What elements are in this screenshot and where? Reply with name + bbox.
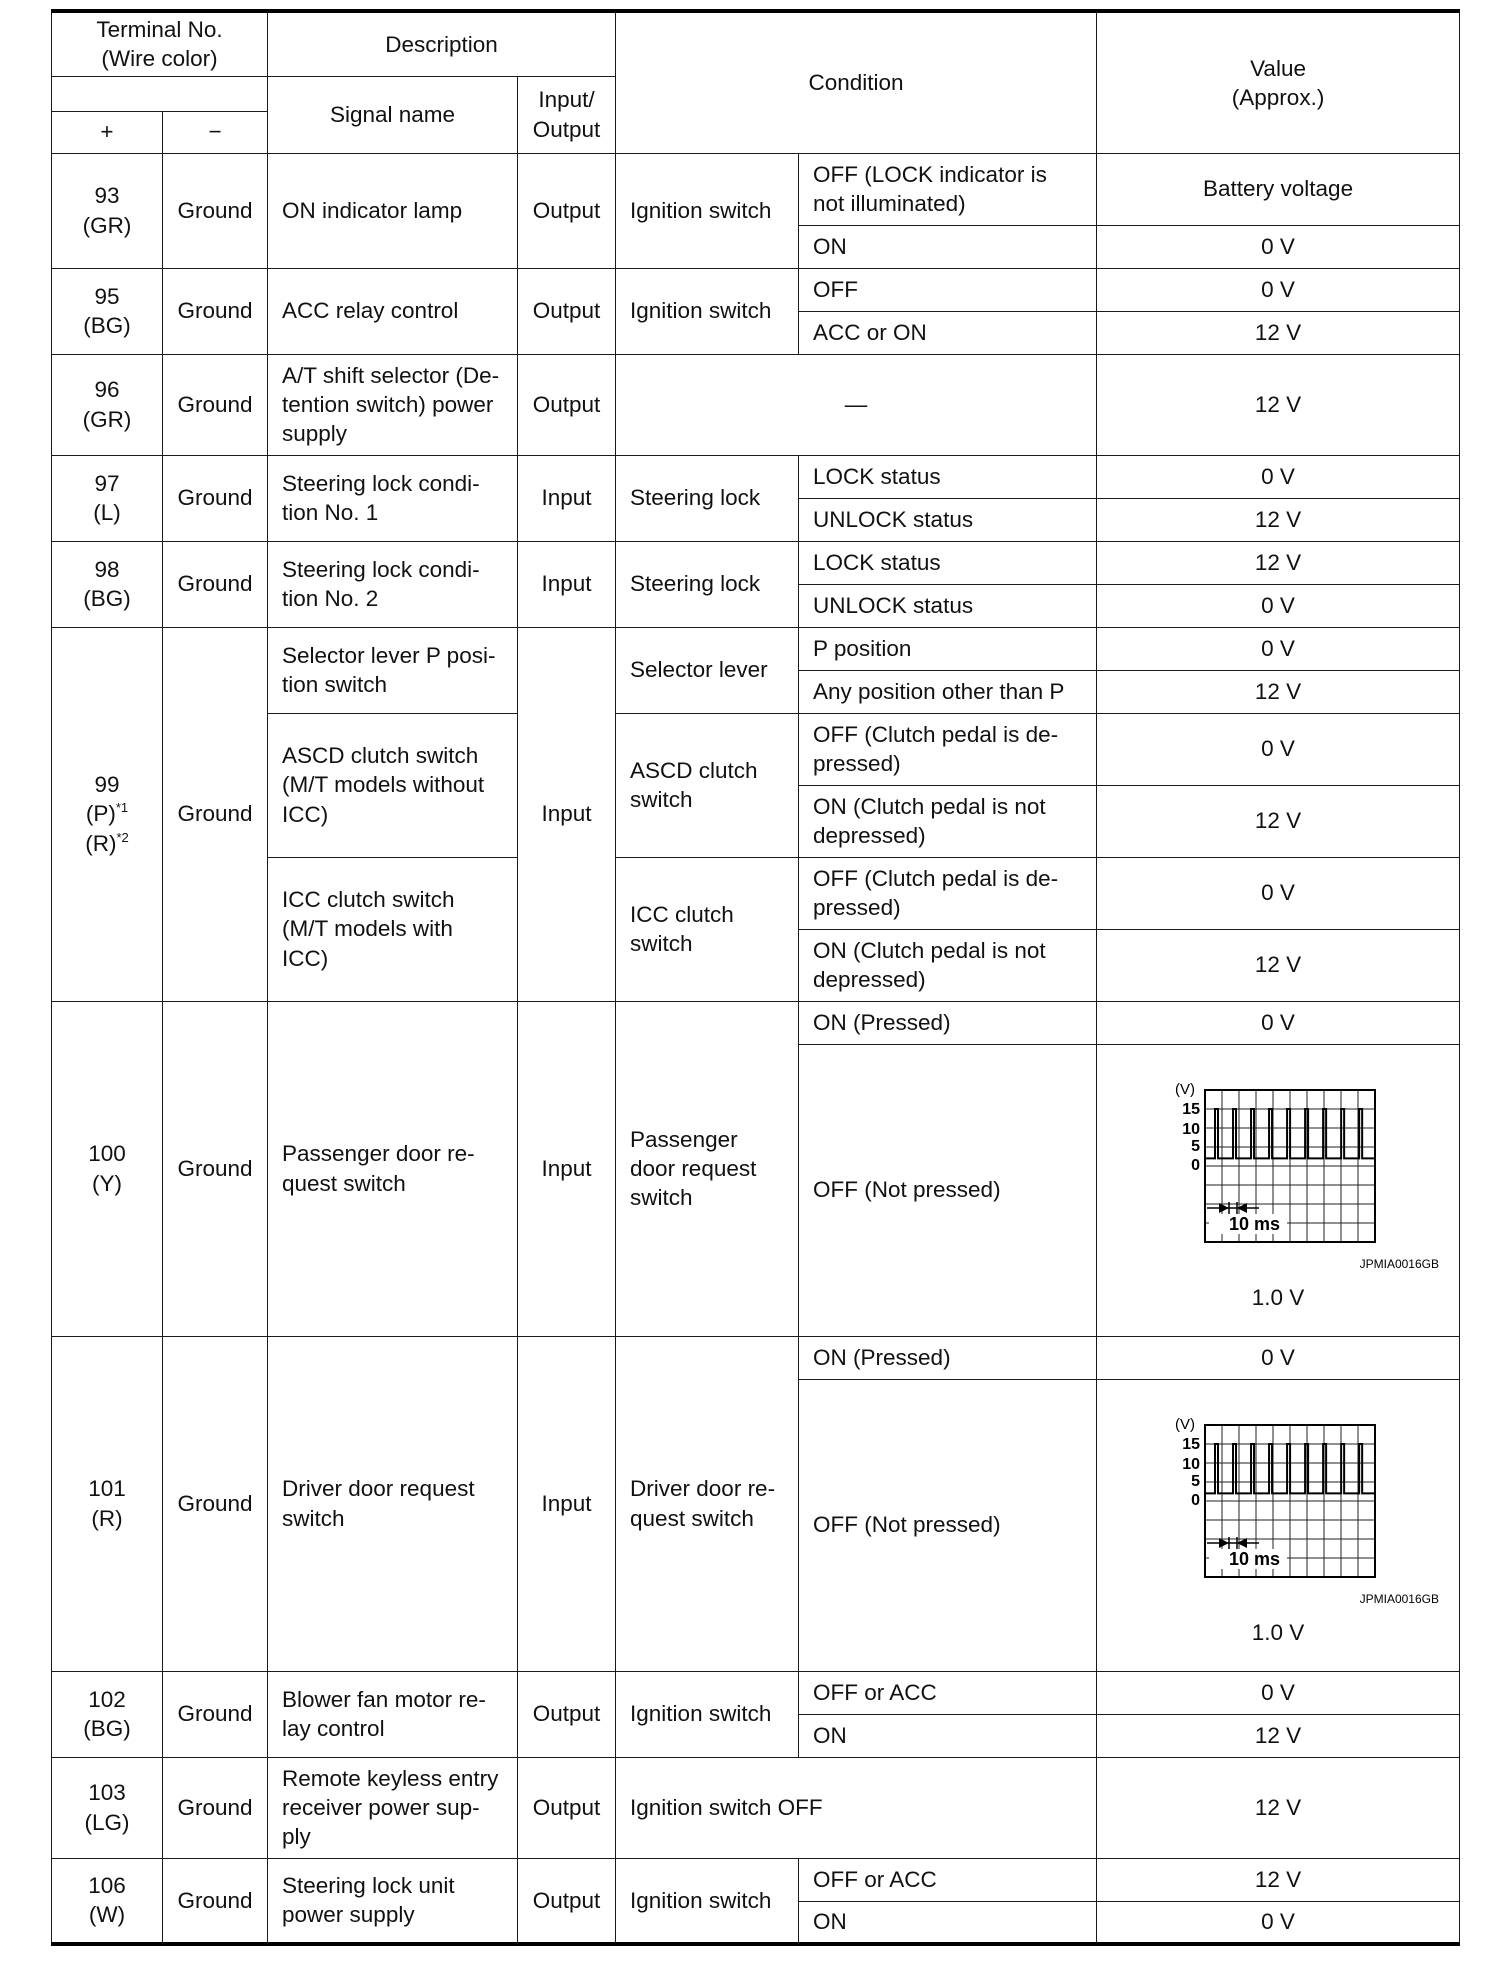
header-terminal	[52, 11, 268, 76]
minus-cell: Ground	[163, 268, 268, 354]
value-cell: 1.0 V	[1251, 1620, 1305, 1645]
waveform-tick-label: 0	[1191, 1156, 1201, 1174]
waveform-tick-label: 15	[1182, 1435, 1201, 1453]
io-cell: Output	[518, 153, 616, 268]
condition-sub: Any position other than P	[799, 670, 1097, 713]
condition-sub: ON	[799, 1714, 1097, 1757]
value-cell: 0 V	[1097, 857, 1460, 929]
header-io-line2: Output	[532, 116, 601, 142]
condition-sub: OFF (Not pressed)	[799, 1379, 1097, 1671]
table-row	[52, 1001, 1460, 1044]
signal-name: Steering lock condi-tion No. 2	[268, 541, 518, 627]
waveform-tick-label: 5	[1191, 1472, 1201, 1490]
minus-cell: Ground	[163, 1671, 268, 1757]
io-cell: Output	[518, 354, 616, 455]
terminal-no: 93	[94, 183, 120, 209]
wire-color: (BG)	[83, 313, 131, 338]
value-cell: 0 V	[1097, 1001, 1460, 1044]
terminal-cell	[52, 1336, 163, 1671]
condition-sub: UNLOCK status	[799, 498, 1097, 541]
value-cell: 12 V	[1097, 498, 1460, 541]
value-cell: 0 V	[1097, 1671, 1460, 1714]
value-cell: 0 V	[1097, 627, 1460, 670]
condition-sub: OFF	[799, 268, 1097, 311]
wire-color: (R)	[91, 1505, 123, 1531]
waveform-cell	[1097, 1044, 1460, 1336]
condition-sub: ON (Pressed)	[799, 1001, 1097, 1044]
io-cell: Output	[518, 1858, 616, 1944]
waveform-time-label: 10 ms	[1229, 1213, 1281, 1234]
signal-name: Selector lever P posi-tion switch	[268, 627, 518, 713]
value-cell: 12 V	[1097, 311, 1460, 354]
value-cell: 12 V	[1097, 1858, 1460, 1901]
minus-cell: Ground	[163, 354, 268, 455]
terminal-cell	[52, 1671, 163, 1757]
waveform-figure	[1105, 1072, 1451, 1279]
value-cell: 1.0 V	[1251, 1285, 1305, 1310]
terminal-no: 99	[94, 772, 120, 798]
table-row	[52, 354, 1460, 455]
terminal-table-sheet	[51, 9, 1459, 1935]
header-value	[1097, 11, 1460, 153]
condition-main: Driver door re-quest switch	[616, 1336, 799, 1671]
value-cell: 0 V	[1097, 455, 1460, 498]
waveform-cell	[1097, 1379, 1460, 1671]
condition-main: Ignition switch OFF	[616, 1757, 1097, 1858]
signal-name: Blower fan motor re-lay control	[268, 1671, 518, 1757]
value-cell: 0 V	[1097, 225, 1460, 268]
io-cell: Input	[518, 1336, 616, 1671]
condition-sub: ACC or ON	[799, 311, 1097, 354]
terminal-cell	[52, 1858, 163, 1944]
minus-cell: Ground	[163, 455, 268, 541]
terminal-table	[51, 9, 1460, 1946]
figure-id: JPMIA0016GB	[1359, 1256, 1440, 1271]
waveform-trace	[1205, 1444, 1375, 1493]
condition-main: Steering lock	[616, 541, 799, 627]
minus-cell: Ground	[163, 1858, 268, 1944]
terminal-no: 95	[94, 283, 120, 309]
terminal-no: 97	[94, 470, 120, 496]
table-row	[52, 455, 1460, 498]
signal-name: ACC relay control	[268, 268, 518, 354]
header-condition: Condition	[616, 11, 1097, 153]
minus-cell: Ground	[163, 627, 268, 1001]
table-row	[52, 541, 1460, 584]
wire-color: (GR)	[82, 406, 132, 432]
table-row	[52, 153, 1460, 225]
condition-sub: ON	[799, 1901, 1097, 1944]
condition-sub: LOCK status	[799, 455, 1097, 498]
signal-name: Steering lock condi-tion No. 1	[268, 455, 518, 541]
waveform-tick-label: 10	[1182, 1120, 1201, 1138]
condition-sub: ON (Pressed)	[799, 1336, 1097, 1379]
terminal-no: 106	[88, 1873, 126, 1898]
minus-cell: Ground	[163, 541, 268, 627]
condition-main: Ignition switch	[616, 1858, 799, 1944]
value-cell: 12 V	[1097, 1757, 1460, 1858]
condition-sub: UNLOCK status	[799, 584, 1097, 627]
condition-main: Selector lever	[616, 627, 799, 713]
table-row	[52, 627, 1460, 670]
condition-main: Ignition switch	[616, 268, 799, 354]
terminal-no: 98	[94, 556, 120, 582]
table-row	[52, 1336, 1460, 1379]
waveform-unit: (V)	[1175, 1415, 1196, 1433]
condition-sub: OFF or ACC	[799, 1858, 1097, 1901]
io-cell: Output	[518, 1757, 616, 1858]
header-signal-name: Signal name	[268, 76, 518, 153]
io-cell: Output	[518, 1671, 616, 1757]
signal-name: ASCD clutch switch (M/T models without ICC)	[268, 713, 518, 857]
value-cell: 0 V	[1097, 268, 1460, 311]
signal-name: Passenger door re-quest switch	[268, 1001, 518, 1336]
terminal-no: 103	[88, 1780, 126, 1806]
value-cell: 12 V	[1097, 670, 1460, 713]
condition-sub: ON	[799, 225, 1097, 268]
value-cell: 12 V	[1097, 1714, 1460, 1757]
terminal-cell	[52, 1757, 163, 1858]
condition-main: ICC clutch switch	[616, 857, 799, 1001]
value-cell: 12 V	[1097, 354, 1460, 455]
header-value-approx: (Approx.)	[1231, 84, 1325, 110]
value-cell: 12 V	[1097, 785, 1460, 857]
terminal-no: 102	[88, 1686, 126, 1712]
table-row	[52, 268, 1460, 311]
terminal-no: 100	[88, 1141, 126, 1167]
waveform-svg	[1113, 1072, 1443, 1272]
table-row	[52, 1858, 1460, 1901]
condition-sub: OFF (LOCK indicator is not illuminated)	[799, 153, 1097, 225]
header-terminal-no: Terminal No.	[96, 17, 223, 42]
header-value-title: Value	[1250, 55, 1306, 81]
waveform-tick-label: 0	[1191, 1491, 1201, 1509]
terminal-no: 96	[94, 377, 120, 403]
condition-main: Passenger door request switch	[616, 1001, 799, 1336]
waveform-tick-label: 5	[1191, 1137, 1201, 1155]
signal-name: ON indicator lamp	[268, 153, 518, 268]
terminal-cell	[52, 1001, 163, 1336]
condition-main: Steering lock	[616, 455, 799, 541]
io-cell: Input	[518, 541, 616, 627]
terminal-cell	[52, 541, 163, 627]
header-io-line1: Input/	[538, 87, 595, 113]
waveform-figure	[1105, 1407, 1451, 1614]
value-cell: 12 V	[1097, 929, 1460, 1001]
value-cell: Battery voltage	[1097, 153, 1460, 225]
wire-color: (BG)	[83, 1716, 131, 1741]
wire-color: (W)	[88, 1902, 126, 1928]
condition-sub: OFF (Clutch pedal is de-pressed)	[799, 857, 1097, 929]
header-io	[518, 76, 616, 153]
table-row	[52, 1671, 1460, 1714]
value-cell: 0 V	[1097, 1336, 1460, 1379]
condition-sub: OFF (Clutch pedal is de-pressed)	[799, 713, 1097, 785]
terminal-cell	[52, 455, 163, 541]
value-cell: 0 V	[1097, 584, 1460, 627]
terminal-cell	[52, 268, 163, 354]
minus-cell: Ground	[163, 1336, 268, 1671]
waveform-tick-label: 10	[1182, 1455, 1201, 1473]
wire-color: (R)	[85, 830, 117, 856]
wire-color: (LG)	[84, 1809, 130, 1835]
signal-name: Remote keyless entry receiver power sup-ply	[268, 1757, 518, 1858]
header-description: Description	[268, 11, 616, 76]
table-row	[52, 1757, 1460, 1858]
signal-name: Driver door request switch	[268, 1336, 518, 1671]
condition-sub: ON (Clutch pedal is not depressed)	[799, 929, 1097, 1001]
wire-color: (P)	[85, 801, 116, 827]
waveform-trace	[1205, 1109, 1375, 1158]
minus-cell: Ground	[163, 153, 268, 268]
condition-sub: ON (Clutch pedal is not depressed)	[799, 785, 1097, 857]
condition-main: ASCD clutch switch	[616, 713, 799, 857]
header-plus: +	[52, 111, 163, 153]
wire-color: (BG)	[83, 586, 131, 611]
footnote-mark: *2	[116, 829, 129, 845]
condition-sub: LOCK status	[799, 541, 1097, 584]
wire-color: (Y)	[92, 1170, 122, 1196]
terminal-cell	[52, 627, 163, 1001]
terminal-no: 101	[88, 1476, 126, 1502]
io-cell: Input	[518, 455, 616, 541]
header-terminal-spacer	[52, 76, 268, 111]
condition-main: Ignition switch	[616, 1671, 799, 1757]
waveform-time-label: 10 ms	[1229, 1548, 1281, 1569]
value-cell: 12 V	[1097, 541, 1460, 584]
condition-sub: OFF (Not pressed)	[799, 1044, 1097, 1336]
header-wire-color: (Wire color)	[101, 46, 218, 72]
wire-color: (L)	[93, 500, 121, 525]
minus-cell: Ground	[163, 1757, 268, 1858]
minus-cell: Ground	[163, 1001, 268, 1336]
condition-main: —	[616, 354, 1097, 455]
condition-sub: OFF or ACC	[799, 1671, 1097, 1714]
signal-name: Steering lock unit power supply	[268, 1858, 518, 1944]
io-cell: Input	[518, 627, 616, 1001]
footnote-mark: *1	[115, 800, 129, 816]
condition-main: Ignition switch	[616, 153, 799, 268]
header-minus: −	[163, 111, 268, 153]
io-cell: Output	[518, 268, 616, 354]
waveform-unit: (V)	[1175, 1080, 1196, 1098]
wire-color: (GR)	[82, 212, 132, 238]
value-cell: 0 V	[1097, 713, 1460, 785]
figure-id: JPMIA0016GB	[1359, 1591, 1440, 1606]
terminal-cell	[52, 354, 163, 455]
value-cell: 0 V	[1097, 1901, 1460, 1944]
io-cell: Input	[518, 1001, 616, 1336]
terminal-cell	[52, 153, 163, 268]
waveform-tick-label: 15	[1182, 1100, 1201, 1118]
signal-name: ICC clutch switch (M/T models with ICC)	[268, 857, 518, 1001]
waveform-svg	[1113, 1407, 1443, 1607]
signal-name: A/T shift selector (De-tention switch) power supply	[268, 354, 518, 455]
condition-sub: P position	[799, 627, 1097, 670]
